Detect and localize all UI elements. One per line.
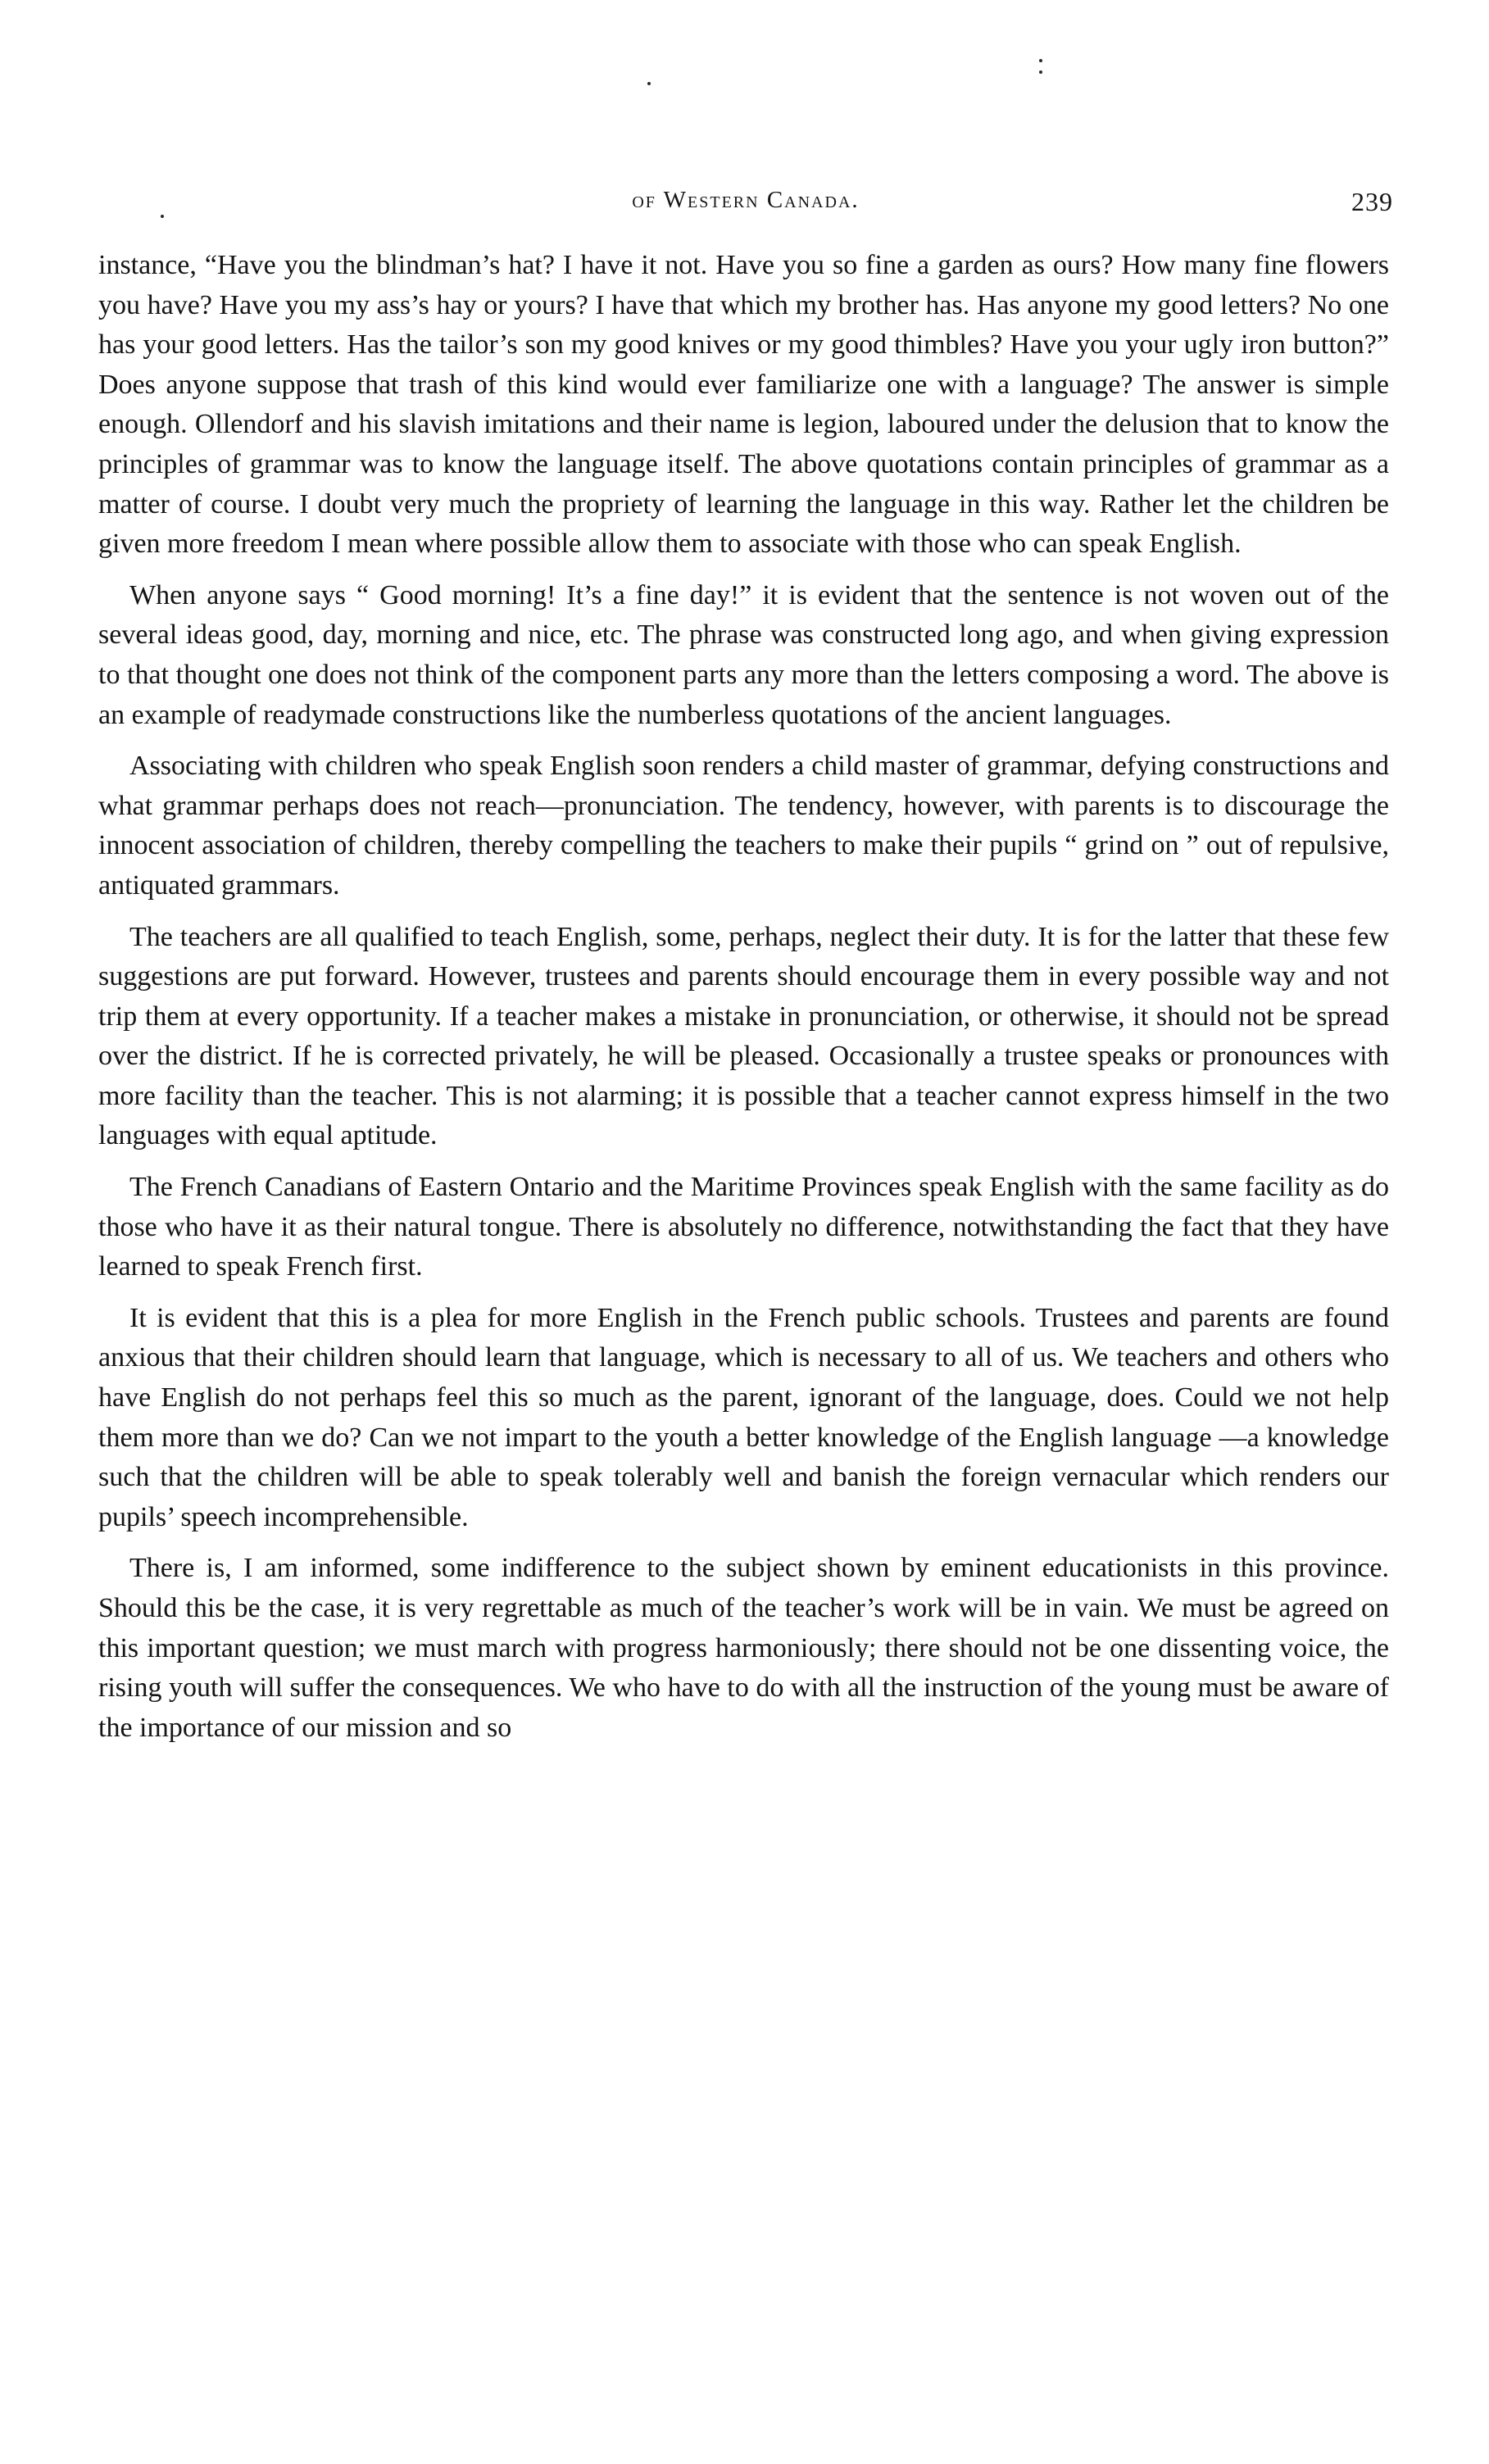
page-header bbox=[98, 187, 1393, 223]
paragraph: The French Canadians of Eastern Ontario and the Maritime Provinces speak English with the same facility as do those who have it as their natural tongue. There is absolutely no difference, notwithstanding the fact that they have learned to speak French first. bbox=[98, 1172, 1389, 1282]
page-number: 239 bbox=[1351, 187, 1393, 216]
paragraph: It is evident that this is a plea for more English in the French public schools. Trustees and parents are found anxious that their children should learn that language, which is necessary to all of us. We teachers and others who have English do not perhaps feel this so much as the parent, ignorant of the language, does. Could we not help them more than we do? Can we not impart to the youth a better knowledge of the English language —a knowledge such that the children will be able to speak tolerably well and banish the foreign vernacular which renders our pupils’ speech incomprehensible. bbox=[98, 1302, 1389, 1532]
body-text bbox=[98, 246, 1389, 1759]
paragraph: When anyone says “ Good morning! It’s a fine day!” it is evident that the sentence is not woven out of the several ideas good, day, morning and nice, etc. The phrase was constructed long ago, and when giving expression to that thought one does not think of the component parts any more than the letters composing a word. The above is an example of readymade constructions like the numberless quotations of the ancient languages. bbox=[98, 579, 1389, 730]
paragraph: There is, I am informed, some indifference to the subject shown by eminent educationists in this province. Should this be the case, it is very regrettable as much of the teacher’s work will be in vain. We must be agreed on this important question; we must march with progress harmoniously; there should not be one dissenting voice, the rising youth will suffer the consequences. We who have to do with all the instruction of the young must be aware of the importance of our mission and so bbox=[98, 1553, 1389, 1743]
running-head: of Western Canada. bbox=[632, 187, 860, 213]
paragraph: The teachers are all qualified to teach English, some, perhaps, neglect their duty. It is for the latter that these few suggestions are put forward. However, trustees and parents should encourage them in every possible way and not trip them at every opportunity. If a teacher makes a mistake in pronunciation, or otherwise, it should not be spread over the district. If he is corrected privately, he will be pleased. Occasionally a trustee speaks or pronounces with more facility than the teacher. This is not alarming; it is possible that a teacher cannot express himself in the two languages with equal aptitude. bbox=[98, 921, 1389, 1151]
paragraph: Associating with children who speak English soon renders a child master of grammar, defying constructions and what grammar perhaps does not reach—pronunciation. The tendency, however, with parents is to discourage the innocent association of children, thereby compelling the teachers to make their pupils “ grind on ” out of repulsive, antiquated grammars. bbox=[98, 751, 1389, 901]
print-speck bbox=[1039, 59, 1042, 62]
print-speck bbox=[1039, 70, 1042, 74]
paragraph-continued: instance, “Have you the blindman’s hat? I have it not. Have you so fine a garden as ours? How many fine flowers you have? Have you my ass’s hay or yours? I have that which my brother has. Has anyone my good letters? No one has your good letters. Has the tailor’s son my good knives or my good thimbles? Have you your ugly iron button?” Does anyone suppose that trash of this kind would ever familiarize one with a language? The answer is simple enough. Ollendorf and his slavish imitations and their name is legion, laboured under the delusion that to know the principles of grammar was to know the language itself. The above quotations contain principles of grammar as a matter of course. I doubt very much the propriety of learning the language in this way. Rather let the children be given more freedom I mean where possible allow them to associate with those who can speak English. bbox=[98, 250, 1389, 560]
print-speck bbox=[647, 82, 651, 85]
